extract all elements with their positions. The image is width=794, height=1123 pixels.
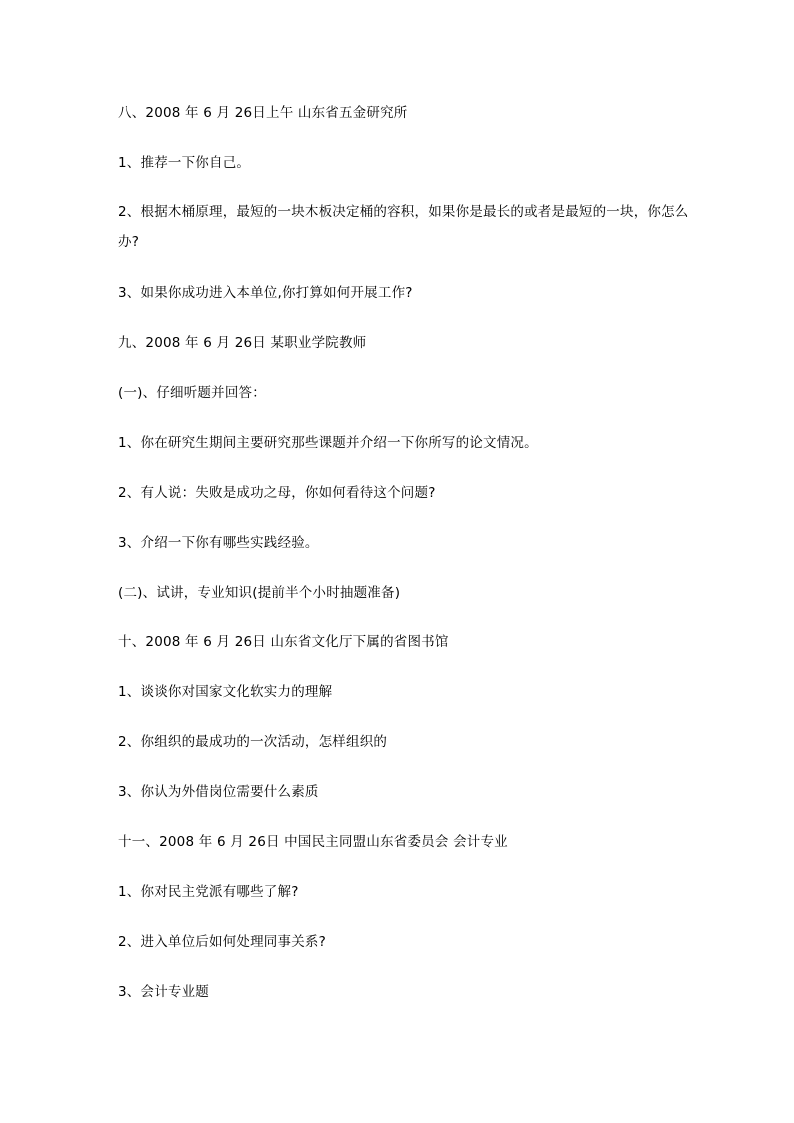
question-item: 3、你认为外借岗位需要什么素质 bbox=[118, 784, 319, 800]
question-item: 3、会计专业题 bbox=[118, 984, 209, 1000]
question-item: 2、你组织的最成功的一次活动，怎样组织的 bbox=[118, 734, 388, 750]
subsection-heading: (一)、仔细听题并回答： bbox=[118, 385, 266, 401]
question-item: 1、你对民主党派有哪些了解? bbox=[118, 884, 299, 900]
subsection-heading: (二)、试讲，专业知识(提前半个小时抽题准备) bbox=[118, 585, 401, 601]
section-heading-10: 十、2008 年 6 月 26日 山东省文化厅下属的省图书馆 bbox=[118, 634, 449, 650]
section-heading-9: 九、2008 年 6 月 26日 某职业学院教师 bbox=[118, 335, 367, 351]
question-item: 1、谈谈你对国家文化软实力的理解 bbox=[118, 684, 333, 700]
question-item: 3、介绍一下你有哪些实践经验。 bbox=[118, 535, 319, 551]
question-item: 3、如果你成功进入本单位,你打算如何开展工作? bbox=[118, 285, 413, 301]
question-item: 1、推荐一下你自己。 bbox=[118, 155, 251, 171]
section-heading-11: 十一、2008 年 6 月 26日 中国民主同盟山东省委员会 会计专业 bbox=[118, 834, 508, 850]
question-item: 2、有人说：失败是成功之母，你如何看待这个问题? bbox=[118, 485, 436, 501]
question-item: 2、根据木桶原理，最短的一块木板决定桶的容积，如果你是最长的或者是最短的一块，你怎么办? bbox=[118, 204, 689, 250]
question-item: 1、你在研究生期间主要研究那些课题并介绍一下你所写的论文情况。 bbox=[118, 435, 538, 451]
question-item: 2、进入单位后如何处理同事关系? bbox=[118, 934, 326, 950]
section-heading-8: 八、2008 年 6 月 26日上午 山东省五金研究所 bbox=[118, 105, 408, 121]
